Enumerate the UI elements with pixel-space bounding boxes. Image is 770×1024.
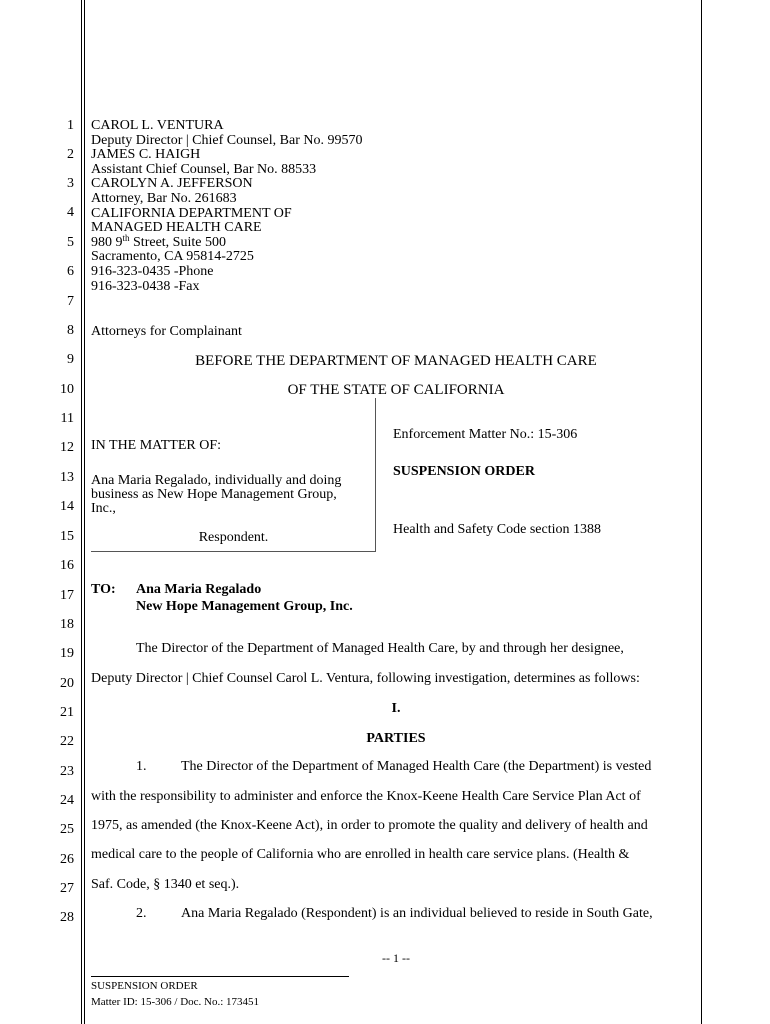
margin-line-right [701, 0, 702, 1024]
attorney-line: Deputy Director | Chief Counsel, Bar No. 99570 [91, 132, 363, 148]
court-name-line2: OF THE STATE OF CALIFORNIA [287, 382, 505, 398]
line-number: 10 [60, 382, 74, 397]
page-number: -- 1 -- [382, 951, 410, 965]
in-the-matter: IN THE MATTER OF: [91, 438, 222, 453]
to-label: TO: [91, 582, 116, 597]
line-number: 22 [60, 734, 74, 749]
line-number: 4 [67, 205, 74, 220]
line-number: 15 [60, 529, 74, 544]
attorney-line: JAMES C. HAIGH [91, 147, 201, 163]
attorney-line: Assistant Chief Counsel, Bar No. 88533 [91, 161, 317, 177]
paragraph-text: Saf. Code, § 1340 et seq.). [91, 877, 240, 892]
address-number: 980 9 [91, 234, 123, 250]
line-number: 21 [60, 705, 74, 720]
footer-rule [91, 976, 349, 977]
line-number: 2 [67, 147, 74, 162]
line-number: 12 [60, 440, 74, 455]
paragraph-number: 2. [136, 906, 147, 921]
paragraph-text: with the responsibility to administer and enforce the Knox-Keene Health Care Service Plan Act of [91, 789, 641, 804]
to-name1: Ana Maria Regalado [136, 582, 262, 597]
attorney-line: 916-323-0438 -Fax [91, 278, 200, 294]
line-number: 1 [67, 118, 74, 133]
paragraph-text: 1975, as amended (the Knox-Keene Act), in order to promote the quality and delivery of health and [91, 818, 648, 833]
line-number: 18 [60, 617, 74, 632]
paragraph-text: The Director of the Department of Managed Health Care (the Department) is vested [181, 759, 652, 774]
attorney-line: CALIFORNIA DEPARTMENT OF [91, 205, 292, 221]
section-number: I. [391, 701, 401, 716]
document-title: SUSPENSION ORDER [393, 464, 535, 479]
line-number: 26 [60, 852, 74, 867]
address-line [91, 232, 362, 251]
line-number: 7 [67, 294, 74, 309]
line-number: 19 [60, 646, 74, 661]
attorney-line: CAROL L. VENTURA [91, 118, 224, 133]
footer-title: SUSPENSION ORDER [91, 980, 198, 992]
attorneys-for: Attorneys for Complainant [91, 324, 242, 339]
intro-line2: Deputy Director | Chief Counsel Carol L. Ventura, following investigation, determines as follows: [91, 671, 640, 686]
line-number: 16 [60, 558, 74, 573]
line-number: 3 [67, 176, 74, 191]
line-number: 6 [67, 264, 74, 279]
margin-line-left [81, 0, 82, 1024]
line-number: 5 [67, 235, 74, 250]
line-number: 11 [60, 411, 74, 426]
line-number: 25 [60, 822, 74, 837]
respondent-name-line2: business as New Hope Management Group, [91, 487, 337, 502]
line-number: 8 [67, 323, 74, 338]
line-number: 28 [60, 910, 74, 925]
line-number: 9 [67, 352, 74, 367]
enforcement-matter-no: Enforcement Matter No.: 15-306 [393, 427, 578, 442]
respondent-name-line3: Inc., [91, 501, 116, 516]
line-number: 20 [60, 676, 74, 691]
attorney-line: 916-323-0435 -Phone [91, 263, 214, 279]
code-section: Health and Safety Code section 1388 [393, 522, 602, 537]
paragraph-text: Ana Maria Regalado (Respondent) is an individual believed to reside in South Gate, [181, 906, 653, 921]
section-title: PARTIES [366, 731, 426, 746]
line-number: 24 [60, 793, 74, 808]
to-name2: New Hope Management Group, Inc. [136, 599, 353, 614]
line-number: 14 [60, 499, 74, 514]
attorney-line: MANAGED HEALTH CARE [91, 220, 262, 236]
margin-line-left-inner [84, 0, 85, 1024]
attorney-line: Attorney, Bar No. 261683 [91, 190, 237, 206]
attorney-line: CAROLYN A. JEFFERSON [91, 176, 253, 192]
address-suffix: th [122, 232, 130, 243]
attorney-header [91, 119, 362, 294]
respondent-label: Respondent. [198, 530, 269, 545]
footer-doc-id: Matter ID: 15-306 / Doc. No.: 173451 [91, 996, 260, 1008]
respondent-name-line1: Ana Maria Regalado, individually and doing [91, 473, 342, 488]
paragraph-number: 1. [136, 759, 147, 774]
address-street: Street, Suite 500 [129, 234, 226, 250]
intro-line1: The Director of the Department of Managed Health Care, by and through her designee, [136, 641, 624, 656]
court-name-line1: BEFORE THE DEPARTMENT OF MANAGED HEALTH CARE [195, 353, 597, 369]
line-number: 13 [60, 470, 74, 485]
line-number: 23 [60, 764, 74, 779]
paragraph-text: medical care to the people of California who are enrolled in health care service plans. (Health & [91, 847, 630, 862]
attorney-line: Sacramento, CA 95814-2725 [91, 249, 254, 265]
line-number: 27 [60, 881, 74, 896]
line-number: 17 [60, 588, 74, 603]
